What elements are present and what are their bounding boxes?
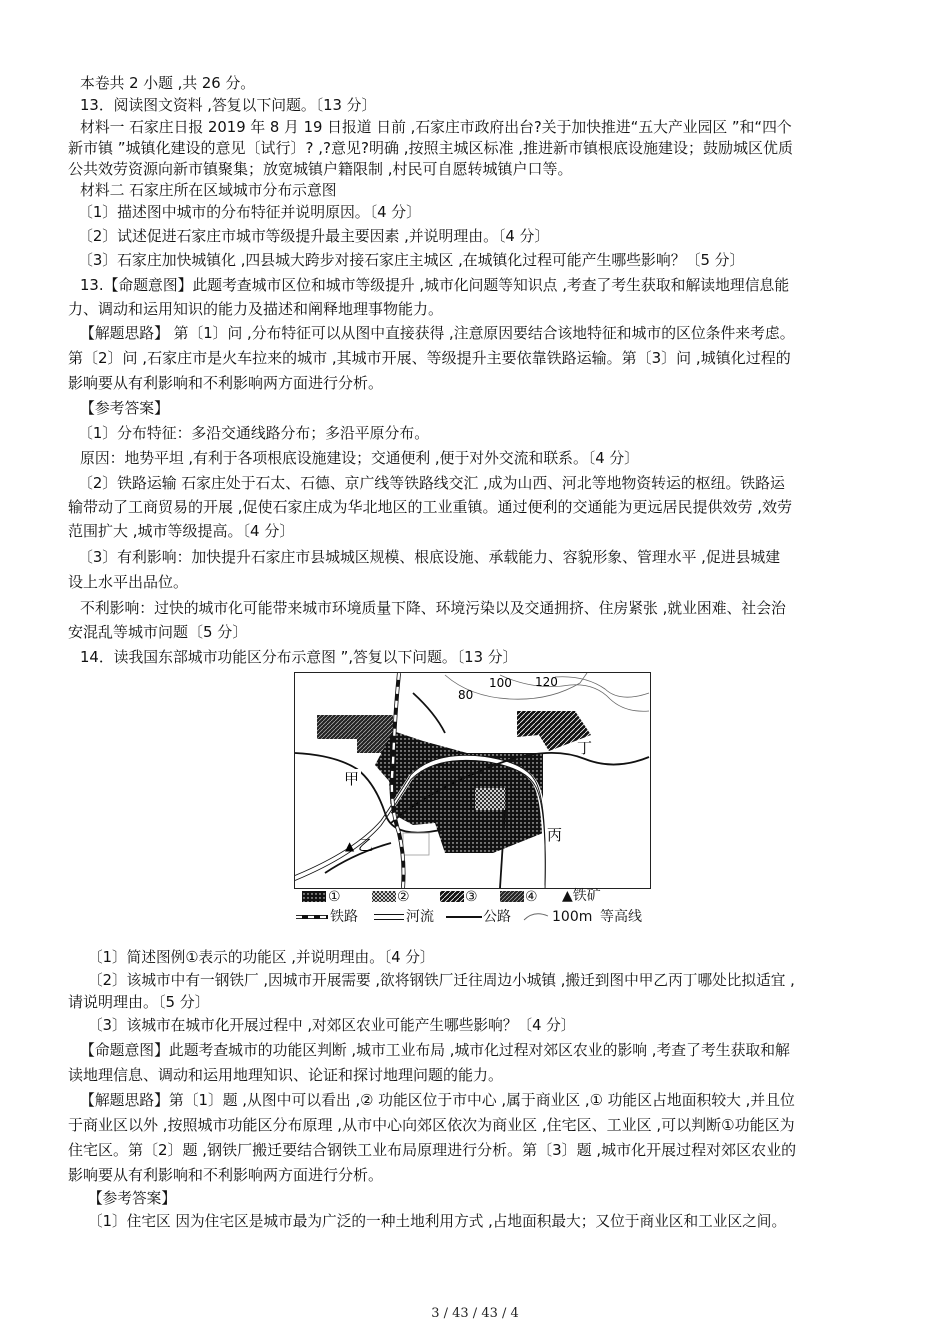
city-function-zone-map xyxy=(294,672,651,889)
place-bing: 丙 xyxy=(547,826,563,844)
text-line: 设上水平出品位。 xyxy=(68,573,189,591)
text-line: 〔3〕该城市在城市化开展过程中 ,对郊区农业可能产生哪些影响？〔4 分〕 xyxy=(88,1016,576,1034)
station-outline xyxy=(403,833,429,855)
legend-label-road: 公路 xyxy=(483,909,511,925)
legend-contour-symbol xyxy=(524,914,548,920)
legend-label-4: ④ xyxy=(525,889,538,905)
road xyxy=(413,693,445,733)
text-line: 新市镇 ”城镇化建设的意见〔试行〕? ,?意见?明确 ,按照主城区标准 ,推进新市镇根底设施建设；鼓励城区优质 xyxy=(68,139,794,157)
text-line: 〔2〕铁路运输 石家庄处于石太、石德、京广线等铁路线交汇 ,成为山西、河北等地物资转运的枢纽。铁路运 xyxy=(78,474,785,492)
map-svg xyxy=(295,673,650,888)
text-line: 【命题意图】此题考查城市的功能区判断 ,城市工业布局 ,城市化过程对郊区农业的影响 ,考查了考生获取和解 xyxy=(80,1041,790,1059)
text-line: 住宅区。第〔2〕题 ,钢铁厂搬迁要结合钢铁工业布局原理进行分析。第〔3〕题 ,城市化开展过程对郊区农业的 xyxy=(68,1141,797,1159)
text-line: 本卷共 2 小题 ,共 26 分。 xyxy=(80,74,256,92)
legend-label-contour: 等高线 xyxy=(600,909,642,925)
text-line: 【解题思路】第〔1〕题 ,从图中可以看出 ,② 功能区位于市中心 ,属于商业区 ,① 功能区占地面积较大 ,并且位 xyxy=(80,1091,795,1109)
text-line: 请说明理由。〔5 分〕 xyxy=(68,993,210,1011)
text-line: 输带动了工商贸易的开展 ,促使石家庄成为华北地区的工业重镇。通过便利的交通能为更远居民提供效劳 ,效劳 xyxy=(68,498,793,516)
text-line: 材料一 石家庄日报 2019 年 8 月 19 日报道 日前 ,石家庄市政府出台?关于加快推进“五大产业园区 ”和“四个 xyxy=(80,118,792,136)
text-line: 〔1〕住宅区 因为住宅区是城市最为广泛的一种土地利用方式 ,占地面积最大；又位于商业区和工业区之间。 xyxy=(88,1212,787,1230)
contour-line xyxy=(555,677,649,697)
text-line: 〔3〕石家庄加快城镇化 ,四县城大跨步对接石家庄主城区 ,在城镇化过程可能产生哪些影响？〔5 分〕 xyxy=(78,251,745,269)
contour-line xyxy=(500,675,649,711)
text-line: 原因：地势平坦 ,有利于各项根底设施建设；交通便利 ,便于对外交流和联系。〔4 分〕 xyxy=(80,449,639,467)
text-line: 14．读我国东部城市功能区分布示意图 ”,答复以下问题。〔13 分〕 xyxy=(80,648,518,666)
place-jia: 甲 xyxy=(344,770,360,788)
text-line: 〔2〕该城市中有一钢铁厂 ,因城市开展需要 ,欲将钢铁厂迁往周边小城镇 ,搬迁到图中甲乙丙丁哪处比拟适宜 , xyxy=(88,971,795,989)
zone-commercial xyxy=(475,788,505,810)
page-footer: 3 / 43 / 43 / 4 xyxy=(431,1306,519,1321)
text-line: 〔1〕简述图例①表示的功能区 ,并说明理由。〔4 分〕 xyxy=(88,948,435,966)
legend-swatch-1 xyxy=(302,891,326,902)
place-yi: 乙 xyxy=(358,836,374,854)
text-line: 〔1〕描述图中城市的分布特征并说明原因。〔4 分〕 xyxy=(78,203,421,221)
text-line: 〔3〕有利影响：加快提升石家庄市县城城区规模、根底设施、承载能力、容貌形象、管理水平 ,促进县城建 xyxy=(78,548,781,566)
legend-label-railway: 铁路 xyxy=(330,909,358,925)
text-line: 〔1〕分布特征：多沿交通线路分布；多沿平原分布。 xyxy=(78,424,430,442)
text-line: 影响要从有利影响和不利影响两方面进行分析。 xyxy=(68,374,384,392)
contour-label: 100 xyxy=(489,676,512,690)
zone-industrial-left xyxy=(317,715,393,753)
text-line: 读地理信息、调动和运用地理知识、论证和探讨地理问题的能力。 xyxy=(68,1066,504,1084)
legend-label-3: ③ xyxy=(465,889,478,905)
text-line: 第〔2〕问 ,石家庄市是火车拉来的城市 ,其城市开展、等级提升主要依靠铁路运输。第〔3〕问 ,城镇化过程的 xyxy=(68,349,791,367)
legend-label-river: 河流 xyxy=(406,909,434,925)
legend-label-1: ① xyxy=(328,889,341,905)
legend-swatch-2 xyxy=(372,891,396,902)
iron-mine-icon: ▲ xyxy=(345,839,355,853)
text-line: 13．阅读图文资料 ,答复以下问题。〔13 分〕 xyxy=(80,96,377,114)
legend-label-contour-value: 100m xyxy=(552,909,593,925)
legend-label-2: ② xyxy=(397,889,410,905)
text-line: 材料二 石家庄所在区域城市分布示意图 xyxy=(80,181,337,199)
text-line: 范围扩大 ,城市等级提高。〔4 分〕 xyxy=(68,522,295,540)
contour-label: 120 xyxy=(535,675,558,689)
text-line: 不利影响：过快的城市化可能带来城市环境质量下降、环境污染以及交通拥挤、住房紧张 ,就业困难、社会治 xyxy=(80,599,786,617)
text-line: 公共效劳资源向新市镇聚集；放宽城镇户籍限制 ,村民可自愿转城镇户口等。 xyxy=(68,160,573,178)
map-legend xyxy=(294,888,694,930)
text-line: 【解题思路】 第〔1〕问 ,分布特征可以从图中直接获得 ,注意原因要结合该地特征和城市的区位条件来考虑。 xyxy=(80,324,795,342)
text-line: 13.【命题意图】此题考查城市区位和城市等级提升 ,城市化问题等知识点 ,考查了考生获取和解读地理信息能 xyxy=(80,276,790,294)
text-line: 安混乱等城市问题〔5 分〕 xyxy=(68,623,248,641)
legend-label-iron-mine: ▲铁矿 xyxy=(562,888,601,904)
place-ding: 丁 xyxy=(577,739,593,757)
text-line: 力、调动和运用知识的能力及描述和阐释地理事物能力。 xyxy=(68,300,444,318)
legend-swatch-3 xyxy=(440,891,464,902)
legend-swatch-4 xyxy=(500,891,524,902)
text-line: 【参考答案】 xyxy=(80,399,169,417)
contour-label: 80 xyxy=(458,688,474,702)
text-line: 〔2〕试述促进石家庄市城市等级提升最主要因素 ,并说明理由。〔4 分〕 xyxy=(78,227,550,245)
text-line: 于商业区以外 ,按照城市功能区分布原理 ,从市中心向郊区依次为商业区 ,住宅区、工业区 ,可以判断①功能区为 xyxy=(68,1116,795,1134)
text-line: 【参考答案】 xyxy=(88,1189,177,1207)
text-line: 影响要从有利影响和不利影响两方面进行分析。 xyxy=(68,1166,384,1184)
